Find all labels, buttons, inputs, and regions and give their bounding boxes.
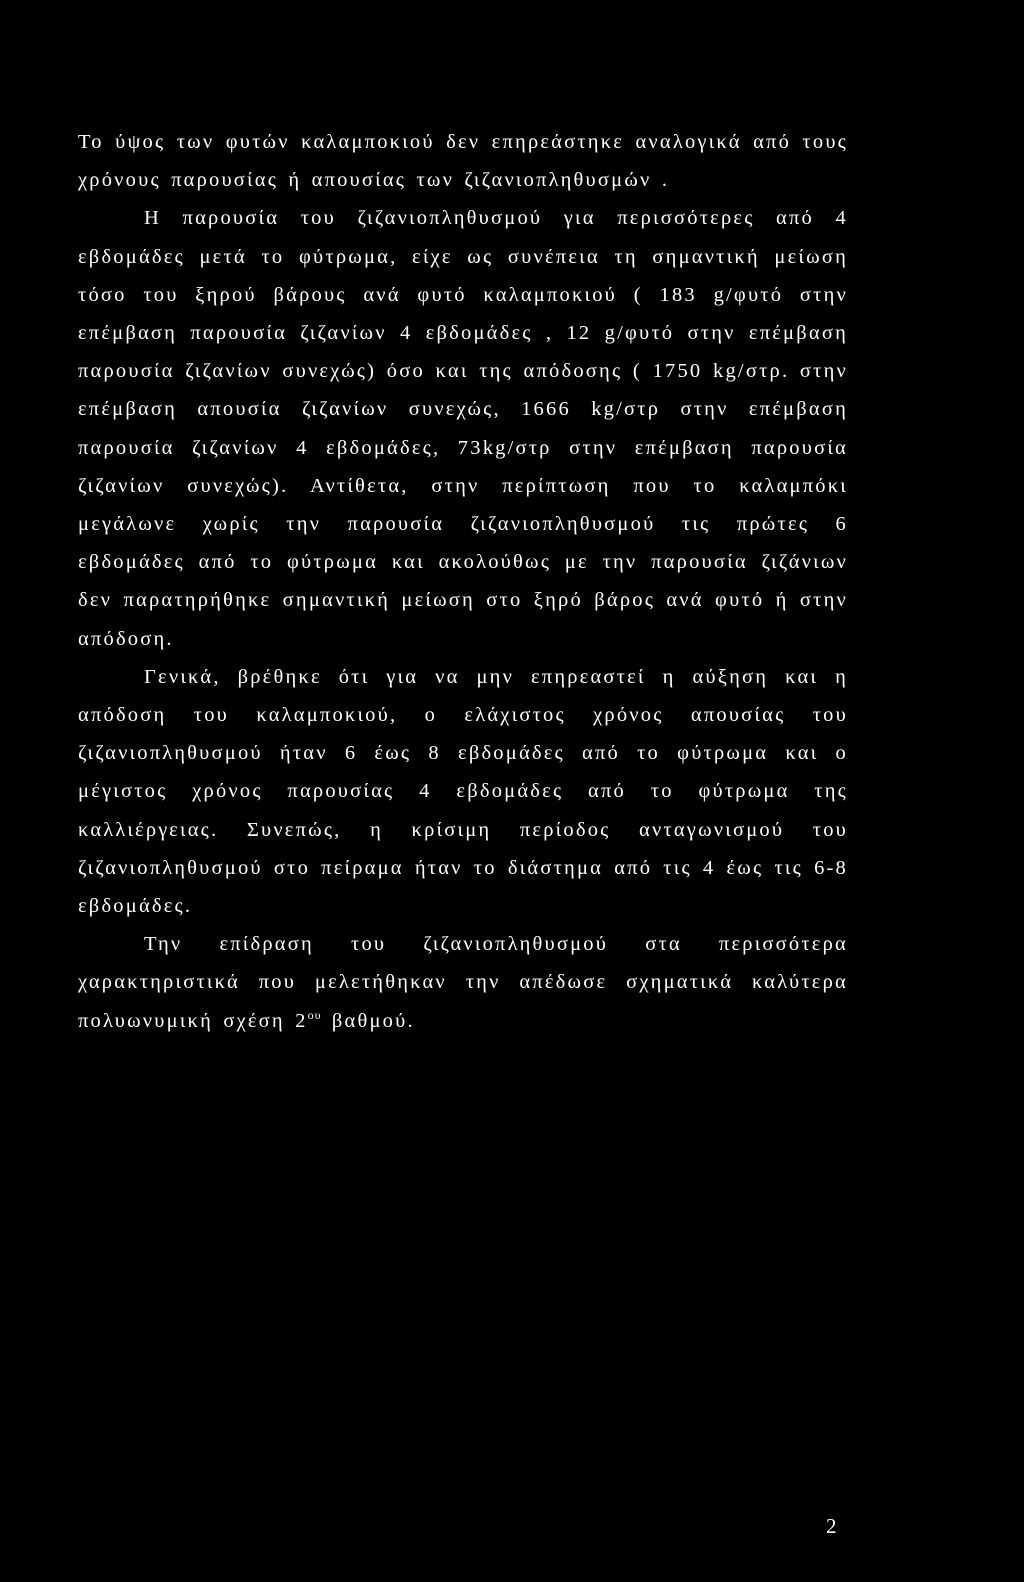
page-number: 2: [826, 1514, 838, 1538]
ordinal-superscript: ου: [307, 1007, 322, 1022]
paragraph-plant-height: Το ύψος των φυτών καλαμποκιού δεν επηρεάστηκε αναλογικά από τους χρόνους παρουσίας ή απουσίας των ζιζανιοπληθυσμών .: [78, 131, 848, 192]
paragraph-polynomial-end: βαθμού.: [321, 1009, 415, 1032]
document-body: [78, 123, 848, 1040]
paragraph-polynomial-relation: [78, 925, 848, 1040]
paragraph-weed-presence-effects: Η παρουσία του ζιζανιοπληθυσμού για περισσότερες από 4 εβδομάδες μετά το φύτρωμα, είχε ως συνέπεια τη σημαντική μείωση τόσο του ξηρού βάρους ανά φυτό καλαμποκιού ( 183 g/φυτό στην επέμβαση παρουσία ζιζανίων 4 εβδομάδες , 12 g/φυτό στην επέμβαση παρουσία ζιζανίων συνεχώς) όσο και της απόδοσης ( 1750 kg/στρ. στην επέμβαση απουσία ζιζανίων συνεχώς, 1666 kg/στρ στην επέμβαση παρουσία ζιζανίων 4 εβδομάδες, 73kg/στρ στην επέμβαση παρουσία ζιζανίων συνεχώς). Αντίθετα, στην περίπτωση που το καλαμπόκι μεγάλωνε χωρίς την παρουσία ζιζανιοπληθυσμού τις πρώτες 6 εβδομάδες από το φύτρωμα και ακολούθως με την παρουσία ζιζάνιων δεν παρατηρήθηκε σημαντική μείωση στο ξηρό βάρος ανά φυτό ή στην απόδοση.: [78, 207, 848, 650]
paragraph-polynomial-text: Την επίδραση του ζιζανιοπληθυσμού στα περισσότερα χαρακτηριστικά που μελετήθηκαν την απέδωσε σχηματικά καλύτερα πολυωνυμική σχέση 2: [78, 933, 848, 1032]
paragraph-critical-period: Γενικά, βρέθηκε ότι για να μην επηρεαστεί η αύξηση και η απόδοση του καλαμποκιού, ο ελάχιστος χρόνος απουσίας του ζιζανιοπληθυσμού ήταν 6 έως 8 εβδομάδες από το φύτρωμα και ο μέγιστος χρόνος παρουσίας 4 εβδομάδες από το φύτρωμα της καλλιέργειας. Συνεπώς, η κρίσιμη περίοδος ανταγωνισμού του ζιζανιοπληθυσμού στο πείραμα ήταν το διάστημα από τις 4 έως τις 6-8 εβδομάδες.: [78, 665, 848, 918]
